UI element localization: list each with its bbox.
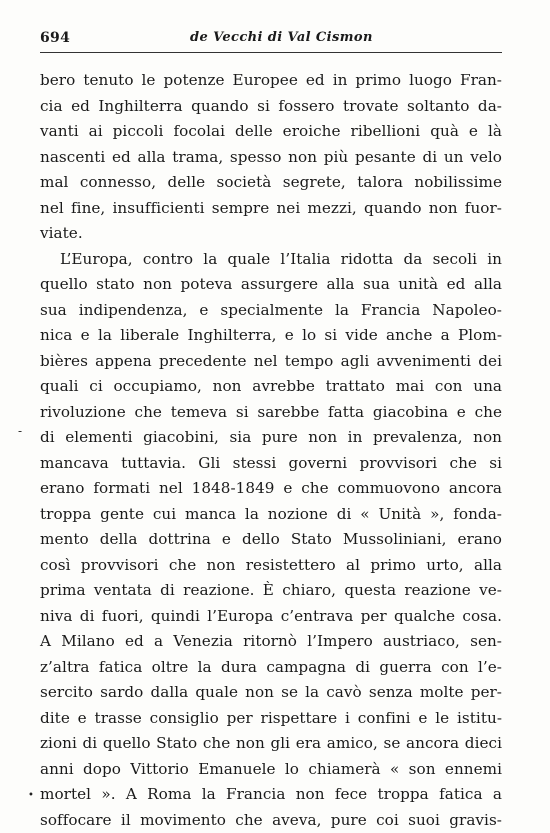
text-line: bero tenuto le potenze Europee ed in primo luogo Fran- bbox=[40, 68, 502, 94]
text-line: quello stato non poteva assurgere alla sua unità ed alla bbox=[40, 272, 502, 298]
text-line: niva di fuori, quindi l’Europa c’entrava per qualche cosa. bbox=[40, 604, 502, 630]
text-line: z’altra fatica oltre la dura campagna di guerra con l’e- bbox=[40, 655, 502, 681]
text-line: troppa gente cui manca la nozione di « Unità », fonda- bbox=[40, 502, 502, 528]
text-line: nel fine, insufficienti sempre nei mezzi, quando non fuor- bbox=[40, 196, 502, 222]
page-header bbox=[40, 28, 502, 53]
text-line: mento della dottrina e dello Stato Mussoliniani, erano bbox=[40, 527, 502, 553]
text-line: mal connesso, delle società segrete, talora nobilissime bbox=[40, 170, 502, 196]
text-line: sua indipendenza, e specialmente la Francia Napoleo- bbox=[40, 298, 502, 324]
text-line: cia ed Inghilterra quando si fossero trovate soltanto da- bbox=[40, 94, 502, 120]
text-line: bières appena precedente nel tempo agli avvenimenti dei bbox=[40, 349, 502, 375]
running-head: de Vecchi di Val Cismon bbox=[190, 30, 373, 45]
text-line: nica e la liberale Inghilterra, e lo si vide anche a Plom- bbox=[40, 323, 502, 349]
text-line: soffocare il movimento che aveva, pure coi suoi gravis- bbox=[40, 808, 502, 833]
text-line: rivoluzione che temeva si sarebbe fatta giacobina e che bbox=[40, 400, 502, 426]
text-line: nascenti ed alla trama, spesso non più pesante di un velo bbox=[40, 145, 502, 171]
paragraph-first-line: L’Europa, contro la quale l’Italia ridotta da secoli in bbox=[40, 247, 502, 273]
text-line: mancava tuttavia. Gli stessi governi provvisori che si bbox=[40, 451, 502, 477]
text-line: erano formati nel 1848-1849 e che commuovono ancora bbox=[40, 476, 502, 502]
margin-dash-mark: - bbox=[18, 424, 22, 438]
page-number: 694 bbox=[40, 30, 70, 46]
text-line: di elementi giacobini, sia pure non in prevalenza, non bbox=[40, 425, 502, 451]
text-line: mortel ». A Roma la Francia non fece troppa fatica a bbox=[40, 782, 502, 808]
text-line: quali ci occupiamo, non avrebbe trattato mai con una bbox=[40, 374, 502, 400]
paragraph-end-line: viate. bbox=[40, 221, 502, 247]
text-line: così provvisori che non resistettero al primo urto, alla bbox=[40, 553, 502, 579]
margin-dot-mark: • bbox=[28, 790, 34, 801]
text-line: sercito sardo dalla quale non se la cavò senza molte per- bbox=[40, 680, 502, 706]
text-line: zioni di quello Stato che non gli era amico, se ancora dieci bbox=[40, 731, 502, 757]
text-line: anni dopo Vittorio Emanuele lo chiamerà « son ennemi bbox=[40, 757, 502, 783]
body-text bbox=[40, 68, 502, 833]
text-line: vanti ai piccoli focolai delle eroiche ribellioni quà e là bbox=[40, 119, 502, 145]
text-line: A Milano ed a Venezia ritornò l’Impero austriaco, sen- bbox=[40, 629, 502, 655]
text-line: prima ventata di reazione. È chiaro, questa reazione ve- bbox=[40, 578, 502, 604]
text-line: dite e trasse consiglio per rispettare i confini e le istitu- bbox=[40, 706, 502, 732]
